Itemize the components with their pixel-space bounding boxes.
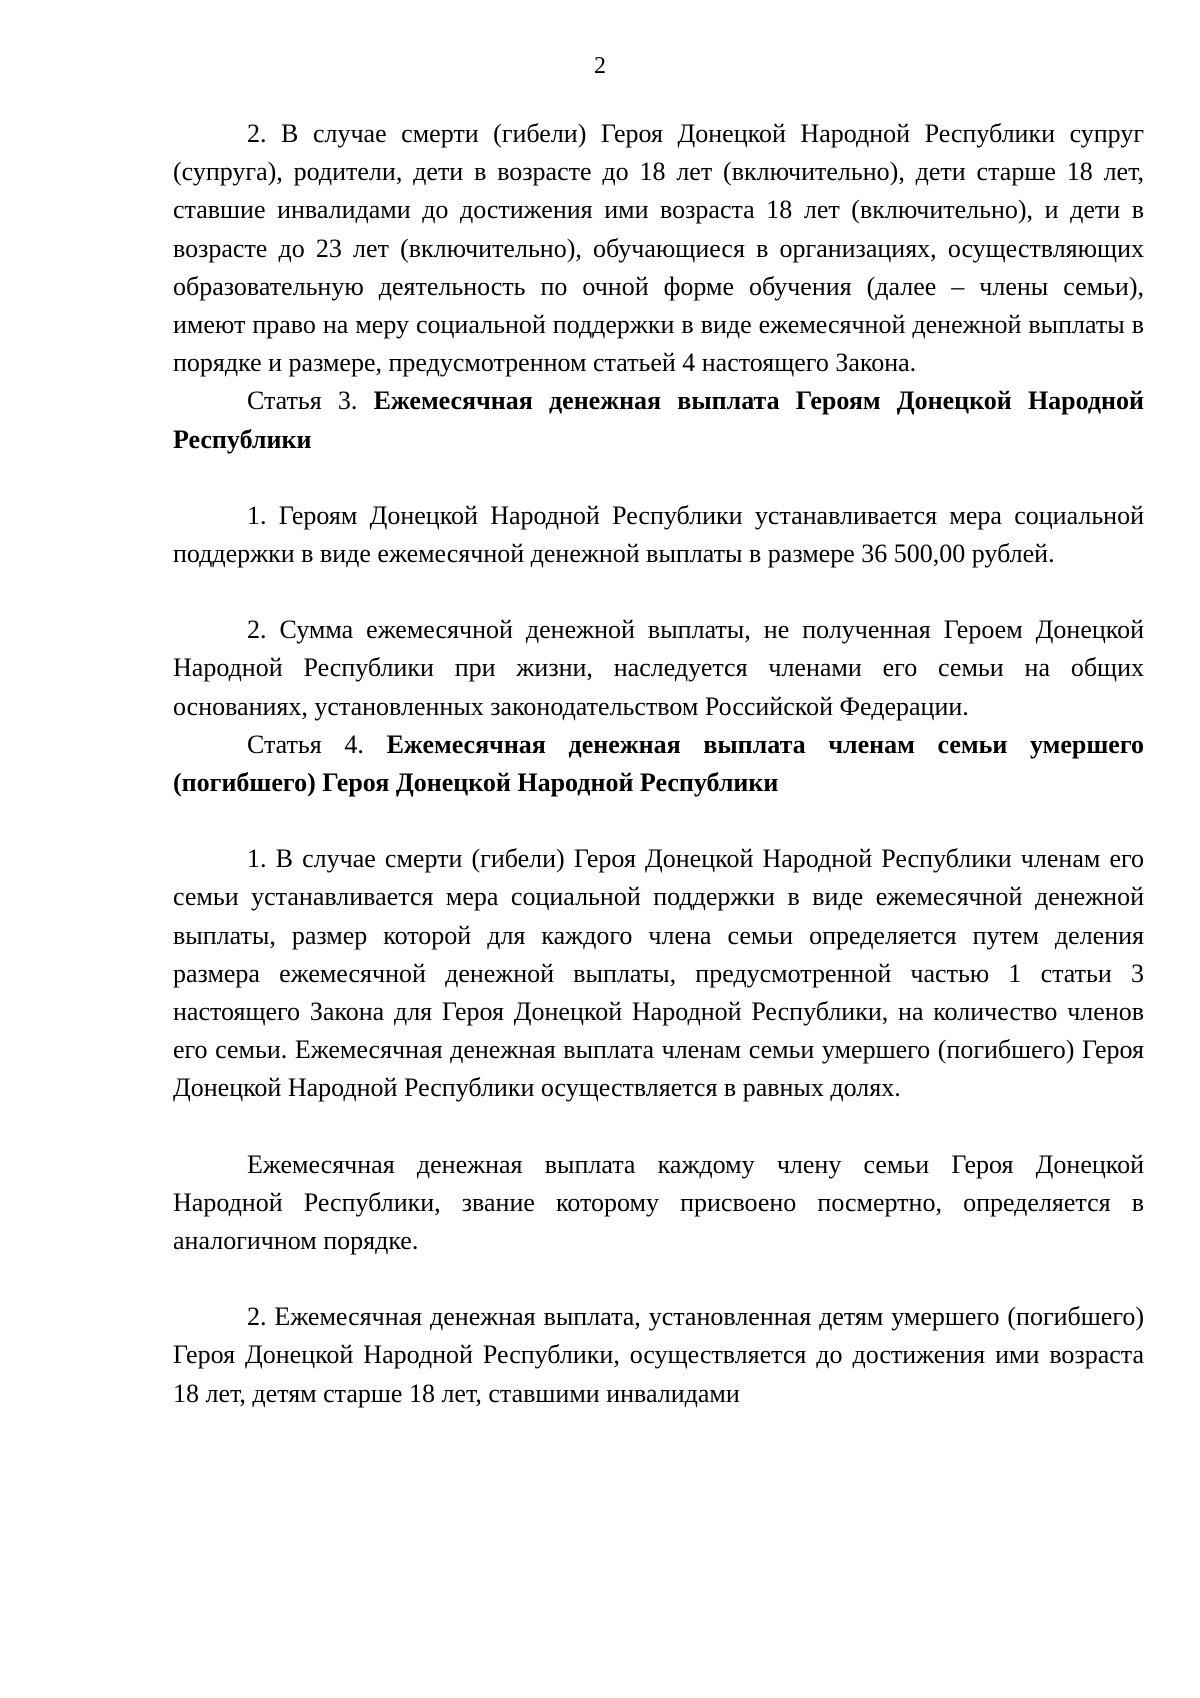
page-number: 2 (594, 53, 606, 79)
article-3-label: Статья 3. (247, 386, 358, 416)
article-4-heading (173, 726, 1144, 802)
article-4-label: Статья 4. (247, 729, 364, 759)
paragraph-2-family-members: 2. В случае смерти (гибели) Героя Донецкой Народной Республики супруг (супруга), родители, дети в возрасте до 18 лет (включительно), дети старше 18 лет, ставшие инвалидами до достижения ими возраста 18 лет (включительно), и дети в возрасте до 23 лет (включительно), обучающиеся в организациях, осуществляющих образовательную деятельность по очной форме обучения (далее – члены семьи), имеют право на меру социальной поддержки в виде ежемесячной денежной выплаты в порядке и размере, предусмотренном статьей 4 настоящего Закона. (173, 119, 1144, 378)
paragraph-4-2-children-payment: 2. Ежемесячная денежная выплата, установленная детям умершего (погибшего) Героя Донецкой Народной Республики, осуществляется до достижения ими возраста 18 лет, детям старше 18 лет, ставшими инвалидами (173, 1302, 1144, 1408)
article-3-heading (173, 382, 1144, 458)
article-3-title: Ежемесячная денежная выплата Героям Донецкой Народной Республики (173, 386, 1144, 454)
paragraph-3-1-payment-amount: 1. Героям Донецкой Народной Республики устанавливается мера социальной поддержки в виде ежемесячной денежной выплаты в размере 36 500,00 рублей. (173, 500, 1144, 569)
paragraph-3-2-inheritance: 2. Сумма ежемесячной денежной выплаты, не полученная Героем Донецкой Народной Республики при жизни, наследуется членами его семьи на общих основаниях, установленных законодательством Российской Федерации. (173, 615, 1144, 721)
paragraph-4-1-posthumous: Ежемесячная денежная выплата каждому члену семьи Героя Донецкой Народной Республики, звание которому присвоено посмертно, определяется в аналогичном порядке. (173, 1149, 1144, 1256)
paragraph-4-1-family-payment: 1. В случае смерти (гибели) Героя Донецкой Народной Республики членам его семьи устанавливается мера социальной поддержки в виде ежемесячной денежной выплаты, размер которой для каждого члена семьи определяется путем деления размера ежемесячной денежной выплаты, предусмотренной частью 1 статьи 3 настоящего Закона для Героя Донецкой Народной Республики, на количество членов его семьи. Ежемесячная денежная выплата членам семьи умершего (погибшего) Героя Донецкой Народной Республики осуществляется в равных долях. (173, 844, 1144, 1103)
article-4-title: Ежемесячная денежная выплата членам семьи умершего (погибшего) Героя Донецкой Народной Республики (173, 729, 1145, 798)
document-body (173, 115, 1144, 1413)
